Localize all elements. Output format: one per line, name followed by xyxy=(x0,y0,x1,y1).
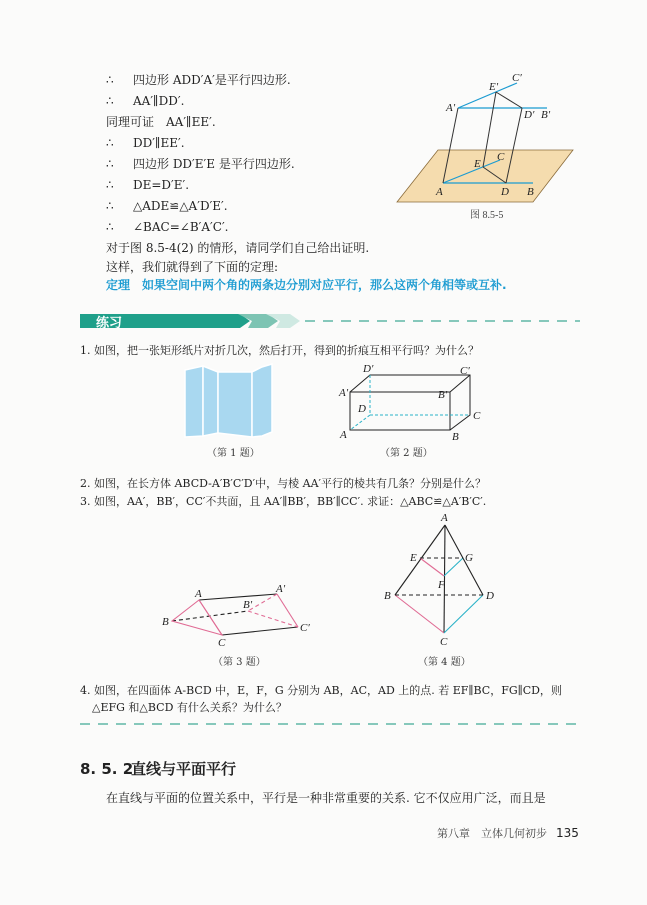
theorem: 定理 如果空间中两个角的两条边分别对应平行，那么这两个角相等或互补. xyxy=(106,278,507,292)
question-1: 1. 如图，把一张矩形纸片对折几次，然后打开，得到的折痕互相平行吗？为什么？ xyxy=(80,344,479,357)
figure-8-5-5 xyxy=(397,72,573,221)
svg-text:图 8.5-5: 图 8.5-5 xyxy=(470,210,504,221)
svg-text:B′: B′ xyxy=(243,599,253,611)
svg-text:E: E xyxy=(410,552,417,564)
svg-text:D: D xyxy=(486,590,494,602)
therefore-symbol: ∴ xyxy=(106,157,114,171)
ray-A'C' xyxy=(458,83,517,108)
therefore-symbol: ∴ xyxy=(106,136,114,150)
practice-banner xyxy=(80,314,580,328)
svg-text:C: C xyxy=(218,637,226,649)
svg-text:C: C xyxy=(497,151,505,163)
svg-text:B: B xyxy=(162,616,169,628)
question-2: 2. 如图，在长方体 ABCD-A′B′C′D′中，与棱 AA′平行的棱共有几条？分别是什么？ xyxy=(80,477,487,490)
svg-text:B′: B′ xyxy=(438,389,448,401)
section-title: 直线与平面平行 xyxy=(131,760,237,778)
proof-line: ∠BAC=∠B′A′C′. xyxy=(133,220,229,234)
caption: （第 2 题） xyxy=(380,448,433,459)
svg-text:D: D xyxy=(501,186,509,198)
section-body: 在直线与平面的位置关系中，平行是一种非常重要的关系. 它不仅应用广泛，而且是 xyxy=(106,791,546,805)
svg-text:A: A xyxy=(441,512,448,524)
svg-text:C′: C′ xyxy=(300,622,310,634)
proof-line: △ADE≌△A′D′E′. xyxy=(133,199,228,213)
question-4-cont: △EFG 和△BCD 有什么关系？为什么？ xyxy=(92,701,287,714)
svg-text:E: E xyxy=(474,158,481,170)
svg-text:A′: A′ xyxy=(339,387,349,399)
proof-line: DD′∥EE′. xyxy=(133,136,185,150)
figure-q3-labels xyxy=(162,583,310,649)
svg-text:B: B xyxy=(384,590,391,602)
svg-text:B: B xyxy=(452,431,459,443)
figure-q3 xyxy=(172,594,298,635)
svg-text:E′: E′ xyxy=(489,81,499,93)
question-3: 3. 如图，AA′，BB′，CC′不共面，且 AA′∥BB′，BB′∥CC′. 求证：△ABC≌△A′B′C′. xyxy=(80,495,487,508)
therefore-symbol: ∴ xyxy=(106,178,114,192)
footer-chapter: 第八章 立体几何初步 xyxy=(437,827,547,840)
proof-line: 四边形 ADD′A′是平行四边形. xyxy=(133,73,291,87)
proof-line: 同理可证 AA′∥EE′. xyxy=(106,115,216,129)
caption: （第 1 题） xyxy=(207,448,260,459)
svg-text:A: A xyxy=(340,429,347,441)
figure-q2-cuboid xyxy=(350,375,470,430)
svg-text:D′: D′ xyxy=(363,363,374,375)
section-number: 8. 5. 2 xyxy=(80,760,134,778)
proof-line: AA′∥DD′. xyxy=(133,94,185,108)
practice-title: 练习 xyxy=(96,316,123,331)
svg-text:A′: A′ xyxy=(276,583,286,595)
svg-text:G: G xyxy=(465,552,473,564)
svg-text:D′: D′ xyxy=(524,109,535,121)
svg-text:A: A xyxy=(436,186,443,198)
question-4: 4. 如图，在四面体 A-BCD 中，E，F，G 分别为 AB，AC，AD 上的点. 若 EF∥BC，FG∥CD，则 xyxy=(80,684,562,697)
therefore-symbol: ∴ xyxy=(106,94,114,108)
paragraph: 对于图 8.5-4(2) 的情形，请同学们自己给出证明. xyxy=(106,241,370,255)
therefore-symbol: ∴ xyxy=(106,199,114,213)
therefore-symbol: ∴ xyxy=(106,220,114,234)
therefore-symbol: ∴ xyxy=(106,73,114,87)
svg-text:C′: C′ xyxy=(512,72,522,84)
svg-text:B: B xyxy=(527,186,534,198)
svg-text:A′: A′ xyxy=(446,102,456,114)
svg-text:F: F xyxy=(438,579,445,591)
paragraph: 这样，我们就得到了下面的定理: xyxy=(106,260,279,274)
svg-text:D: D xyxy=(358,403,366,415)
proof-line: 四边形 DD′E′E 是平行四边形. xyxy=(133,157,295,171)
svg-text:C: C xyxy=(440,636,448,648)
svg-text:C′: C′ xyxy=(460,365,470,377)
svg-text:B′: B′ xyxy=(541,109,551,121)
svg-text:A: A xyxy=(195,588,202,600)
figure-q4-labels xyxy=(384,512,494,648)
proof-line: DE=D′E′. xyxy=(133,178,190,192)
svg-text:C: C xyxy=(473,410,481,422)
figure-q1-folded-paper xyxy=(185,364,272,437)
caption: （第 3 题） xyxy=(213,657,266,668)
caption: （第 4 题） xyxy=(418,657,471,668)
page-number: 135 xyxy=(556,826,579,840)
